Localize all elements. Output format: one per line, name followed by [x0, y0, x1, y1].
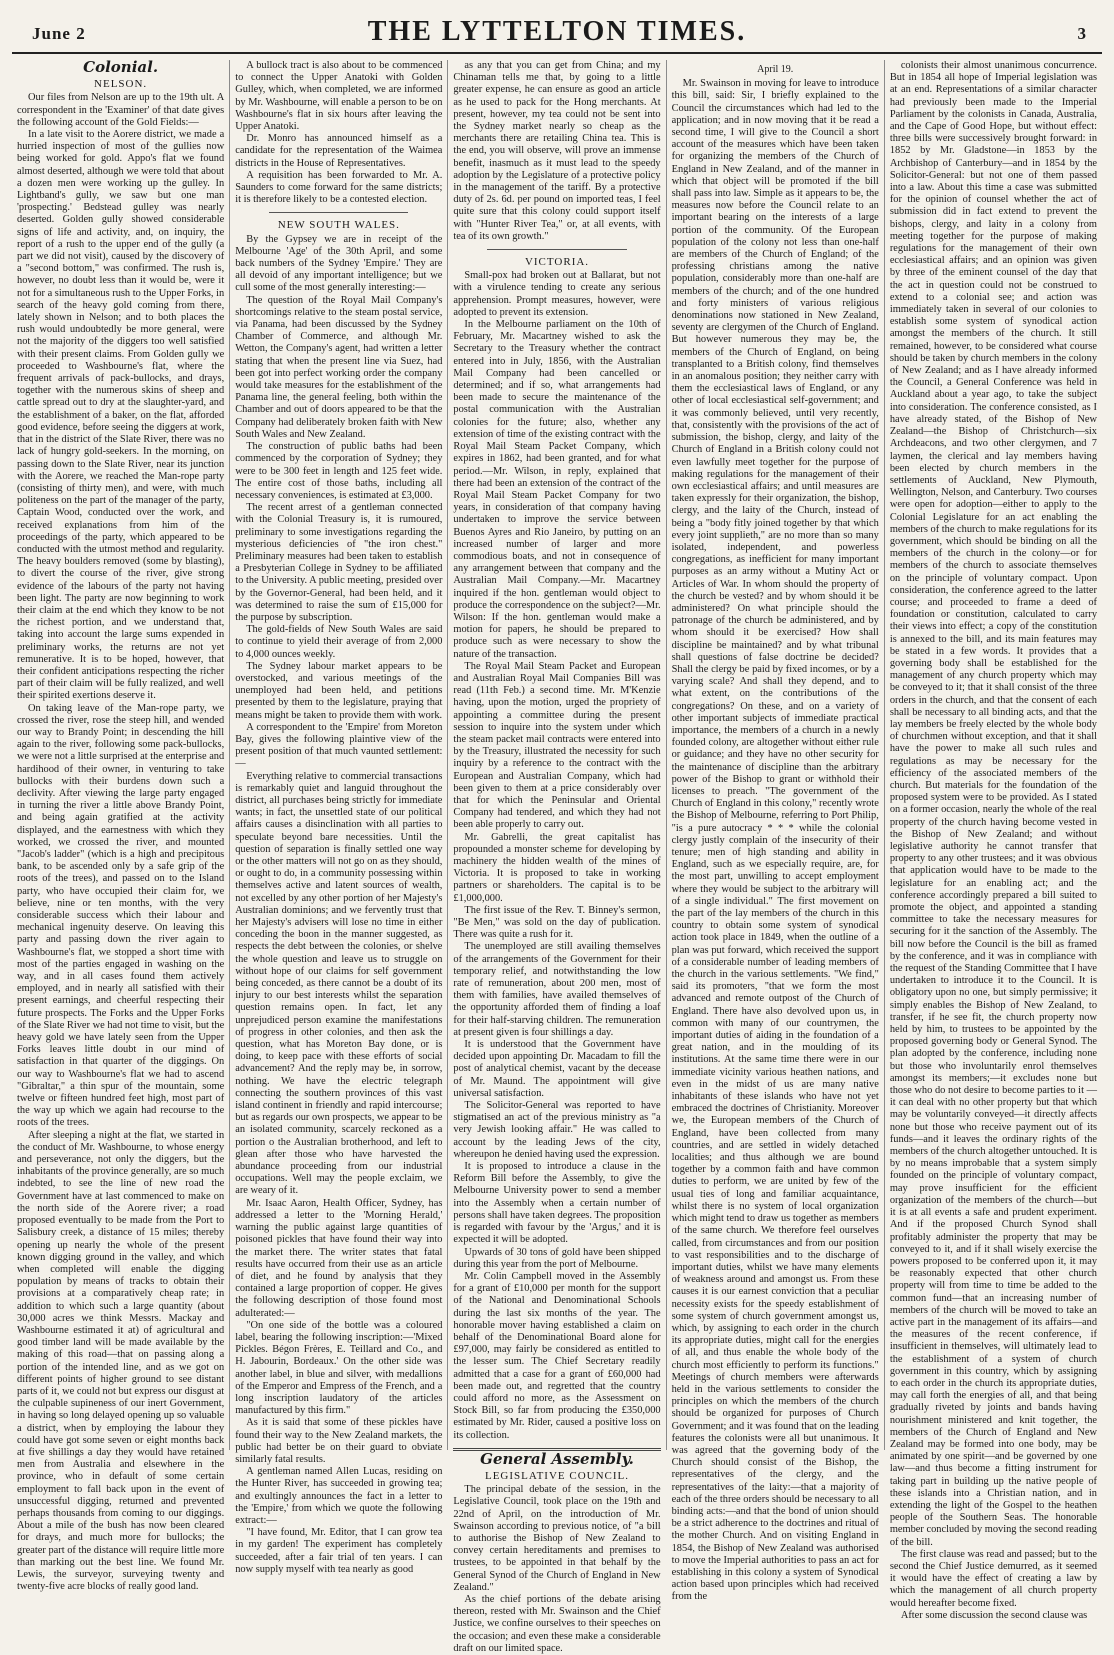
paragraph: A bullock tract is also about to be commenced to connect the Upper Anatoki with Golden Gulley, which, when completed, we are informed by Mr. Washbourne, will enable a person to be on Washbourne's flat in six hours after leaving the Upper Anatoki.	[235, 60, 443, 133]
paragraph: Our files from Nelson are up to the 19th ult. A correspondent in the 'Examiner' of that date gives the following account of the Gold Fields:—	[17, 92, 225, 128]
paragraph: A gentleman named Allen Lucas, residing on the Hunter River, has succeeded in growing tea; and exultingly announces the fact in a letter to the 'Empire,' from which we quote the following extract:—	[235, 1466, 443, 1526]
paragraph: A requisition has been forwarded to Mr. A. Saunders to come forward for the same districts; it is therefore likely to be a contested election.	[235, 169, 443, 206]
paragraph: Dr. Monro has announced himself as a candidate for the representation of the Waimea districts in the House of Representatives.	[235, 133, 443, 169]
paragraph: It is understood that the Government have decided upon appointing Dr. Macadam to fill the post of analytical chemist, vacant by the decease of Mr. Maund. The appointment will give universal satisfaction.	[453, 1039, 661, 1099]
paragraph: The Sydney labour market appears to be overstocked, and various meetings of the unemployed had been held, and petitions presented by them to the legislature, praying that means might be taken to provide them with work.	[235, 660, 443, 721]
paragraph: After sleeping a night at the flat, we started in the conduct of Mr. Washbourne, to whose energy and perseverance, not only the diggers, but the inhabitants of the province generally, are so much indebted, to see the line of new road the Government have at last commenced to make on the north side of the Aorere river; a road proposed eventually to be made from the Port to Salisbury creek, a distance of 15 miles; thereby opening up nearly the whole of the present known digging ground in the valley, and which when completed will enable the digging population by means of tracks to obtain their provisions at a comparatively cheap rate; in addition to which such a large quantity (about 30,000 acres we think Messrs. Mackay and Washbourne estimated it at) of agricultural and good timber land will be made available by the making of this road—that on passing along a portion of the intended line, and as we got on different points of higher ground to see distant parts of it, we could not but express our disgust at the culpable supineness of our inert Government, in having so long delayed opening up so valuable a district, when by employing the labour they could have got some seven or eight months back at five shillings a day they would have retained men from Australia and elsewhere in the province, who in default of some certain employment to fall back upon in the event of unsuccessful digging, returned and prevented perhaps thousands from coming to our diggings. About a mile of the bush has now been cleared for drays, and much more for bullocks; the greater part of the distance will require little more than marking out the best line. We found Mr. Lewis, the surveyor, surveying twenty and twenty-five acre blocks of really good land.	[17, 1129, 225, 1593]
paragraph: By the Gypsey we are in receipt of the Melbourne 'Age' of the 30th April, and some back numbers of the Sydney 'Empire.' They are all devoid of any important intelligence; but we cull some of the most generally interesting:—	[235, 233, 443, 294]
paragraph: After some discussion the second clause was	[900, 1609, 1088, 1621]
divider	[269, 212, 408, 213]
paragraph: The first issue of the Rev. T. Binney's sermon, "Be Men," was sold on the day of publication. There was quite a rush for it.	[453, 904, 661, 941]
paragraph: Mr. Colin Campbell moved in the Assembly for a grant of £10,000 per month for the support of the National and Denominational Schools during the last six months of the year. The honorable mover having established a claim on behalf of the Denominational Board alone for £97,000, may fairly be considered as entitled to the lesser sum. The Chief Secretary readily admitted that a case for a grant of £60,000 had been made out, and regretted that the country could afford no more, as the Assessment on Stock Bill, so far from producing the £350,000 estimated by Mr. Rider, caused a positive loss on its collection.	[453, 1270, 661, 1441]
newspaper-title: THE LYTTELTON TIMES.	[367, 16, 747, 47]
heading-april-19: April 19.	[757, 64, 794, 75]
paragraph: Mr. Swainson in moving for leave to introduce this bill, said: Sir, I briefly explained to the Council the circumstances which had led to the application; and in now moving that it be read a second time, I will give to the Council a short account of the measures which have been taken for organizing the members of the Church of England in New Zealand, and of the manner in which that object will be promoted if the bill shall pass into law. Simple as it appears to be, the measures now before the Council relate to an important bearing on the interests of a large portion of the community. Of the European population of the colony not less than one-half are members of the Church of England; of the professing christians among the native population, considerably more than one-half are members of the church; and of the one hundred and forty ministers of various religious denominations now stationed in New Zealand, seventy are clergymen of the Church of England. But however numerous they may be, the members of the Church of England, on being transplanted to a British colony, find themselves in an anomalous position; they neither carry with them the ecclesiastical laws of England, or any other of local ecclesiastical self-government; and it was commonly believed, until very recently, that, consistently with the provisions of the act of submission, the bishop, clergy, and laity of the Church of England in a British colony could not even lawfully meet together for the purpose of making regulations for the management of their own ecclesiastical affairs; and until measures are taken expressly for their organization, the bishop, clergy, and the laity of the Church, instead of being a "body fitly joined together by that which every joint supplieth," are no more than so many isolated, independent, and powerless congregations, as inefficient for many important purposes as an army without a Mutiny Act or Articles of War. In whom should the property of the church be vested? and by whom should it be administered? On what principle should the patronage of the church be administered, and by whom should it be exercised? How shall discipline be maintained? and by what tribunal shall questions of false doctrine be decided? Shall the clergy be paid by fixed incomes, or by a varying scale? And shall they depend, and to what extent, on the contributions of the congregations? On these, and on a variety of other important subjects of immediate practical importance, the members of a church in a newly founded colony, are altogether without either rule or guidance; and they have no other security for the maintenance of discipline than the arbitrary power of the Bishop to grant or withhold their licenses to preach. "The government of the Church of England in this colony," recently wrote the Bishop of Melbourne, referring to Port Philip, "is a pure autocracy * * * while the colonial clergy justly complain of the insecurity of their tenure; men of high standing and ability in England, such as we especially require, are, for the most part, unwilling to accept employment where they would be subject to the arbitrary will of a single individual." The first movement on the part of the lay members of the church in this country to obtain some system of synodical action took place in 1849, when the outline of a plan was put forward, which received the support of a considerable number of leading members of the church in the various settlements. "We find," said its promoters, "that we form the most advanced and remote outpost of the Church of England. There have also devolved upon us, in common with many of our countrymen, the important duties of aiding in the foundation of a great nation, and in the moulding of its institutions. At the same time there were in our immediate vicinity various heathen nations, and even in the midst of us are many native inhabitants of these islands who have not yet embraced the doctrines of Christianity. Moreover we, the European members of the Church of England, have been collected from many countries, and are settled in widely detached localities; and thus although we are bound together by a common faith and have common duties to perform, we are united by few of the usual ties of long and familiar acquaintance, whilst there is no system of local organization which might tend to draw us together as members of the same church. We therefore feel ourselves called, from circumstances and from our position to vast responsibilities and to the discharge of important duties, whilst we have many elements of weakness around and amongst us. From these causes it is our earnest conviction that a peculiar necessity exists for the speedy establishment of some system of church government amongst us, which, by assigning to each order in the church its appropriate duties, might call for the energies of all, and thus enable the whole body of the church most efficiently to perform its functions." Meetings of church members were afterwards held in the various settlements to consider the principles on which the members of the church should be organized for purposes of Church Government; and it was found that on the leading features the colonists were all but unanimous. It was agreed that the governing body of the Church should consist of the Bishop, the representatives of the clergy, and the representatives of the laity:—that a majority of each of the three orders should be necessary to all binding acts:—and that the bond of union should be a strict adherence to the doctrines and ritual of the mother Church. And on visiting England in 1854, the Bishop of New Zealand was authorised to move the Imperial authorities to pass an act for establishing in this colony a system of Synodical action based upon principles which had received from the	[671, 78, 879, 1603]
paragraph: The principal debate of the session, in the Legislative Council, took place on the 19th and 22nd of April, on the introduction of Mr. Swainson according to previous notice, of "a bill to authorise the Bishop of New Zealand to convey certain hereditaments and premises to trustees, to be appointed in that behalf by the General Synod of the Church of England in New Zealand."	[453, 1484, 661, 1593]
paragraph: "On one side of the bottle was a coloured label, bearing the following inscription:—'Mixed Pickles. Bégon Frères, E. Teillard and Co., and H. Jabourin, Bordeaux.' On the other side was another label, in blue and silver, with medallions of the Emperor and Empress of the French, and a long inscription laudatory of the articles manufactured by this firm."	[235, 1319, 443, 1417]
article-columns	[12, 58, 1102, 1654]
paragraph: Everything relative to commercial transactions is remarkably quiet and languid throughout the district, all purchases being strictly for immediate wants; in fact, the unsettled state of our political affairs causes a disinclination with all parties to speculate beyond bare necessities. Until the question of separation is finally settled one way or the other matters will not go on as they should, or ought to do, in a community possessing within themselves active and latent sources of wealth, not excelled by any other portion of her Majesty's Australian dominions; and we fervently trust that her Majesty's advisers will lose no time in either conceding the boon in the manner suggested, as respects the debt between the colonies, or shelve the whole question and leave us to struggle on without hope of our claims for self government being conceded, as there cannot be a doubt of its injury to our best interests whilst the separation question remains open. In fact, let any unprejudiced person examine the manifestations of progress in other colonies, and then ask the question, what has Moreton Bay done, or is doing, to keep pace with these efforts of social advancement? And the reply may be, in sorrow, nothing. We have the electric telegraph connecting the southern provinces of this vast island continent in friendly and rapid intercourse; but as regards our own prospects, we appear to be an isolated community, scarcely reckoned as a portion o the Australian brotherhood, and left to glean after those who have harvested the abundance proceeding from our industrial occupations. Well may the people exclaim, we are weary of it.	[235, 770, 443, 1197]
paragraph: The Royal Mail Steam Packet and European and Australian Royal Mail Companies Bill was read (11th Feb.) a second time. Mr. M'Kenzie having, upon the motion, urged the propriety of appointing a committee during the present session to inquire into the system under which the steam packet mail contracts were entered into by the Treasury, illustrated the necessity for such inquiry by a reference to the contract with the European and Australian Company, which had been given to them at a price considerably over that for which the Peninsular and Oriental Company had tendered, and which they had not been able properly to carry out.	[453, 660, 661, 831]
divider	[487, 249, 626, 250]
heading-victoria: VICTORIA.	[524, 256, 590, 269]
heading-legislative-council: LEGISLATIVE COUNCIL.	[484, 1469, 630, 1482]
paragraph: The unemployed are still availing themselves of the arrangements of the Government for their temporary relief, and notwithstanding the low rate of remuneration, about 200 men, most of them with families, have availed themselves of the opportunity afforded them of finding a loaf for their half-starving children. The remuneration at present given is four shillings a day.	[453, 941, 661, 1038]
paragraph: As the chief portions of the debate arising thereon, rested with Mr. Swainson and the Chief Justice, we confine ourselves to their speeches on the occasion; and even these make a considerable draft on our limited space.	[453, 1593, 661, 1654]
column-1	[12, 58, 229, 1593]
paragraph: The Solicitor-General was reported to have stigmatised an act of the previous ministry as "a very Jewish looking affair." He was called to account by the leading Jews of the city, whereupon he denied having used the expression.	[453, 1100, 661, 1160]
column-3	[447, 60, 665, 1654]
issue-date: June 2	[32, 24, 86, 43]
column-5	[884, 60, 1102, 1621]
paragraph: The construction of public baths had been commenced by the corporation of Sydney; they were to be 300 feet in length and 125 feet wide. The entire cost of those baths, including all necessary conveniences, is estimated at £3,000.	[235, 441, 443, 501]
paragraph: In the Melbourne parliament on the 10th of February, Mr. Macartney wished to ask the Secretary to the Treasury whether the contract entered into in July, 1856, with the Australian Mail Company had been cancelled or determined; and if so, what arrangements had been made to secure the maintenance of the postal communication with the Australian colonies for the future; also, whether any extension of time of the existing contract with the Royal Mail Steam Packet Company, which expires in 1862, had been granted, and for what period.—Mr. Wilson, in reply, explained that there had been an extension of the contract of the Royal Mail Steam Packet Company for two years, in consideration of that company having undertaken to improve the service between Buenos Ayres and Rio Janeiro, by putting on an increased number of larger and more commodious boats, and not in consequence of any arrangement between that company and the Australian Mail Company.—Mr. Macartney inquired if the hon. gentleman would object to produce the correspondence on the subject?—Mr. Wilson: If the hon. gentleman would make a motion for papers, he should be prepared to produce such as were necessary to show the nature of the transaction.	[453, 319, 661, 660]
paragraph: A correspondent to the 'Empire' from Moreton Bay, gives the following plaintive view of the present position of that much vaunted settlement:—	[235, 721, 443, 770]
paragraph: Upwards of 30 tons of gold have been shipped during this year from the port of Melbourne.	[453, 1246, 661, 1270]
paragraph: as any that you can get from China; and my Chinaman tells me that, by going to a little greater expense, he can ensure as good an article as he used to pack for the Hong merchants. At present, however, my tea could not be sent into the Sydney market nearly so cheap as the merchants there are retailing China tea. This is the end, you will observe, will prove an immense benefit, inasmuch as it must lead to the speedy adoption by the Legislature of a protective policy in the management of the tariff. By a protective duty of 2s. 6d. per pound on imported teas, I feel quite sure that this colony could support itself with "Hunter River Tea," or, at all events, with tea of its own growth."	[453, 60, 661, 242]
paragraph: The gold-fields of New South Wales are said to continue to yield their average of from 2,000 to 4,000 ounces weekly.	[235, 624, 443, 660]
paragraph: As it is said that some of these pickles have found their way to the New Zealand markets, the public had better be on their guard to obviate similarly fatal results.	[235, 1417, 443, 1465]
paragraph: In a late visit to the Aorere district, we made a hurried inspection of most of the gullies now being worked for gold. Appo's flat we found almost deserted, although we were told that about a dozen men were working up the gulley. In Lightband's gully, we saw but one man 'prospecting.' Bedstead gulley was nearly deserted. Golden gully showed considerable signs of life and activity, and, on inquiry, the report of a rush to the upper end of the gully (a part we did not visit), caused by the discovery of a "second bottom," was confirmed. The rush is, however, no doubt less than it would be, were it not for a simultaneous rush to the Upper Forks, in search of the heavy gold coming from there, lately shown in Nelson; and to both places the rush would undoubtedly be more general, were not the majority of the diggers too well satisfied with their present claims. From Golden gully we proceeded to Washbourne's flat, where the frequent arrivals of pack-bullocks, and drays, together with the numerous skins of sheep and cattle spread out to dry at the slaughter-yard, and the establishment of a baker, on the flat, afforded good evidence, before seeing the diggers at work, that in the district of the Slate River, there was no lack of hungry gold-seekers. In the morning, on passing down to the Slate River, near its junction with the Aorere, we reached the Man-rope party (consisting of thirty men), and were, with much politeness on the part of the manager of the party, Captain Wood, conducted over the work, and received explanations from him of the proceedings of the party, which appeared to be conducted with the utmost method and regularity. The heavy boulders removed (some by blasting), to divert the course of the river, give strong evidence of the labours of the party not having been light. The party are now beginning to work their claim at the end which they know to be not the richest portion, and we understand that, taking into account the large sums expended in preliminary works, the returns are not yet remunerative. It is to be hoped, however, that their confident anticipations respecting the richer part of their claim will be fully realized, and well their spirited exertions deserve it.	[17, 129, 225, 702]
heading-nelson: NELSON.	[94, 78, 148, 91]
paragraph: On taking leave of the Man-rope party, we crossed the river, rose the steep hill, and wended our way to Brandy Point; in descending the hill again to the river, following some pack-bullocks, we were not a little surprised at the enterprise and hardihood of their owner, in venturing to take bullocks with their burdens down such a declivity. After viewing the large party engaged in turning the river a little above Brandy Point, and being again gratified at the activity displayed, and the earnestness with which they worked, we crossed the river, and mounted "Jacob's ladder" (which is a high and precipitous bank, to be ascended only by a safe grip of the roots of the trees), and passed on to the Island party, who have occupied their claim for, we believe, nine or ten months, with the very considerable success which their labour and mechanical ingenuity deserve. On leaving this party and passing down the river again to Washbourne's flat, we stopped a short time with most of the parties engaged in washing on the way, and in all cases found them actively employed, and in nearly all satisfied with their present earnings, and cheerful respecting their future prospects. The Forks and the Upper Forks of the Slate River we had not time to visit, but the heavy gold we have lately seen from the Upper Forks leaves little doubt in our mind of satisfaction in that quarter of the diggings. On our way to Washbourne's flat we had to ascend "Gibraltar," a thin spur of the mountain, some twelve or fifteen hundred feet high, most part of the way up which we again had recourse to the roots of the trees.	[17, 702, 225, 1129]
paragraph: Small-pox had broken out at Ballarat, but not with a virulence tending to create any serious apprehension. Prompt measures, however, were adopted to prevent its extension.	[453, 270, 661, 318]
page-number: 3	[1077, 24, 1086, 43]
column-4	[666, 60, 884, 1603]
masthead	[12, 8, 1102, 54]
paragraph: colonists their almost unanimous concurrence. But in 1854 all hope of Imperial legislation was at an end. Representations of a similar character had previously been made to the Imperial Parliament by the colonists in Canada, Australia, and the Cape of Good Hope, but without effect: three bills were successively brought forward: in 1852 by Mr. Gladstone—in 1853 by the Archbishop of Canterbury—and in 1854 by the Solicitor-General: but not one of them passed into a law. About this time a case was submitted for the opinion of counsel whether the act of submission did in fact extend to prevent the bishops, clergy, and laity in a colony from meeting together for the purpose of making regulations for the management of their own ecclesiastical affairs; and an opinion was given by three of the eminent counsel of the day that the act in question could not be construed to extend to a colonial see; and action was immediately taken in several of our colonies to establish some system of synodical action amongst the members of the church. It still remained, however, to be considered what course should be taken by church members in the colony of New Zealand; and as I have already informed the Council, a General Conference was held in Auckland about a year ago, to take the subject into consideration. The conference consisted, as I have already stated, of the Bishop of New Zealand—the Bishop of Christchurch—six Archdeacons, and two other clergymen, and 7 laymen, the clerical and lay members having been elected by church members in the settlements of Auckland, New Plymouth, Wellington, Nelson, and Canterbury. Two courses were open for adoption—either to apply to the Colonial Legislature for an act enabling the members of the church to make regulations for its government, which should be binding on all the members of the church in the colony—or for members of the church to associate themselves on the principle of voluntary compact. Upon consideration, the conference agreed to the latter course; and proceeded to frame a deed of foundation or constitution, calculated to carry their views into effect; a copy of the constitution is annexed to the bill, and its main features may be stated in a few words. It provides that a governing body shall be established for the management of any church property which may be conveyed to it; that it shall consist of the three orders in the church, and that the consent of each shall be necessary to all binding acts, and that the lay members be freely elected by the whole body of churchmen without exception, and that it shall have the power to make all such rules and regulations as may be necessary for the efficiency of the associated members of the church. But materials for the foundation of the proposed system were to be provided. As I stated on a former occasion, nearly the whole of the real property of the church having become vested in the Bishop of New Zealand; and without legislative authority he cannot transfer that property to any other trustees; and it was obvious that application would have to be made to the legislature for an enabling act; and the conference accordingly prepared a bill suited to promote the object, and appointed a standing committee to take the necessary measures for securing for it the sanction of the Assembly. The bill now before the Council is the bill as framed by the conference, and it was in compliance with the request of the Standing Committee that I have undertaken to introduce it to the Council. It is obligatory upon no one, but simply permissive; it simply enables the Bishop of New Zealand, to transfer, if he see fit, the church property now held by him, to trustees to be appointed by the proposed governing body or General Synod. The plan adopted by the conference, including none but those who involuntarily enrol themselves amongst its members;—it excludes none but those who do not desire to become parties to it —it can deal with no other property but that which may be voluntarily conveyed—it directly affects none but those who receive payment out of its funds—and it leaves the ordinary rights of the members of the church altogether untouched. It is by no means improbable that a system simply founded on the principle of voluntary compact, may prove insufficient for the efficient organization of the members of the church—but it is at all events a safe and prudent experiment. And if the proposed Church Synod shall profitably administer the property that may be conveyed to it, and if it shall wisely exercise the powers proposed to be conferred upon it, it may be reasonably expected that other church property will from time to time be added to the common fund—that an increasing number of members of the church will be moved to take an active part in the management of its affairs—and the measures of the recent conference, if insufficient in themselves, will ultimately lead to the establishment of a system of church government in this country, which by assigning to each order in the church its appropriate duties, may call forth the energies of all, and that being gradually riveted by joints and bands having nourishment ministered and knit together, the members of the Church of England and New Zealand may be formed into one body, may be animated by one spirit—and be governed by one law—and thus become a fitting instrument for taking part in building up the native people of these islands into a Christian nation, and in extending the light of the Gospel to the heathen people of the Southern Seas. The honorable member concluded by moving the second reading of the bill.	[889, 60, 1098, 1548]
paragraph: Mr. Isaac Aaron, Health Officer, Sydney, has addressed a letter to the 'Morning Herald,' warning the public against large quantities of poisoned pickles that have found their way into the market there. The writer states that fatal results have occurred from their use as an article of diet, and he found by analysis that they contained a large proportion of copper. He gives the following description of those found most adulterated:—	[235, 1197, 443, 1319]
paragraph: The first clause was read and passed; but to the second the Chief Justice demurred, as it seemed it would have the effect of creating a law by which the management of all church property would hereafter become fixed.	[889, 1548, 1098, 1609]
paragraph: Mr. Gabrelli, the great capitalist has propounded a monster scheme for developing by machinery the hidden wealth of the mines of Victoria. It is proposed to take in working partners or shareholders. The capital is to be £1,000,000.	[453, 831, 661, 904]
paragraph: "I have found, Mr. Editor, that I can grow tea in my garden! The experiment has completely succeeded, after a fair trial of ten years. I can now supply myself with tea nearly as good	[235, 1527, 443, 1575]
paragraph: The recent arrest of a gentleman connected with the Colonial Treasury is, it is rumoured, preliminary to some investigations regarding the mysterious deficiencies of "the iron chest." Preliminary measures had been taken to establish a Presbyterian College in Sydney to be affiliated to the University. A public meeting, presided over by the Governor-General, had been held, and it was determined to raise the sum of £15,000 for the purpose by subscription.	[235, 502, 443, 623]
section-title-general-assembly: General Assembly.	[480, 1449, 634, 1468]
paragraph: The question of the Royal Mail Company's shortcomings relative to the steam postal service, via Panama, had been discussed by the Sydney Chamber of Commerce, and although Mr. Wetton, the Company's agent, had written a letter stating that when the present line via Suez, had been got into perfect working order the company would take measures for the establishment of the Panama line, the general feeling, both within the Chamber and out of doors appeared to be that the Company had deliberately broken faith with New South Wales and New Zealand.	[235, 294, 443, 440]
paragraph: It is proposed to introduce a clause in the Reform Bill before the Assembly, to give the Melbourne University power to send a member into the Assembly when a certain number of persons shall have taken degrees. The proposition is regarded with favour by the 'Argus,' and it is expected it will be adopted.	[453, 1161, 661, 1246]
section-title-colonial: Colonial.	[83, 58, 159, 76]
heading-new-south-wales: NEW SOUTH WALES.	[277, 219, 400, 232]
column-2	[229, 60, 447, 1575]
